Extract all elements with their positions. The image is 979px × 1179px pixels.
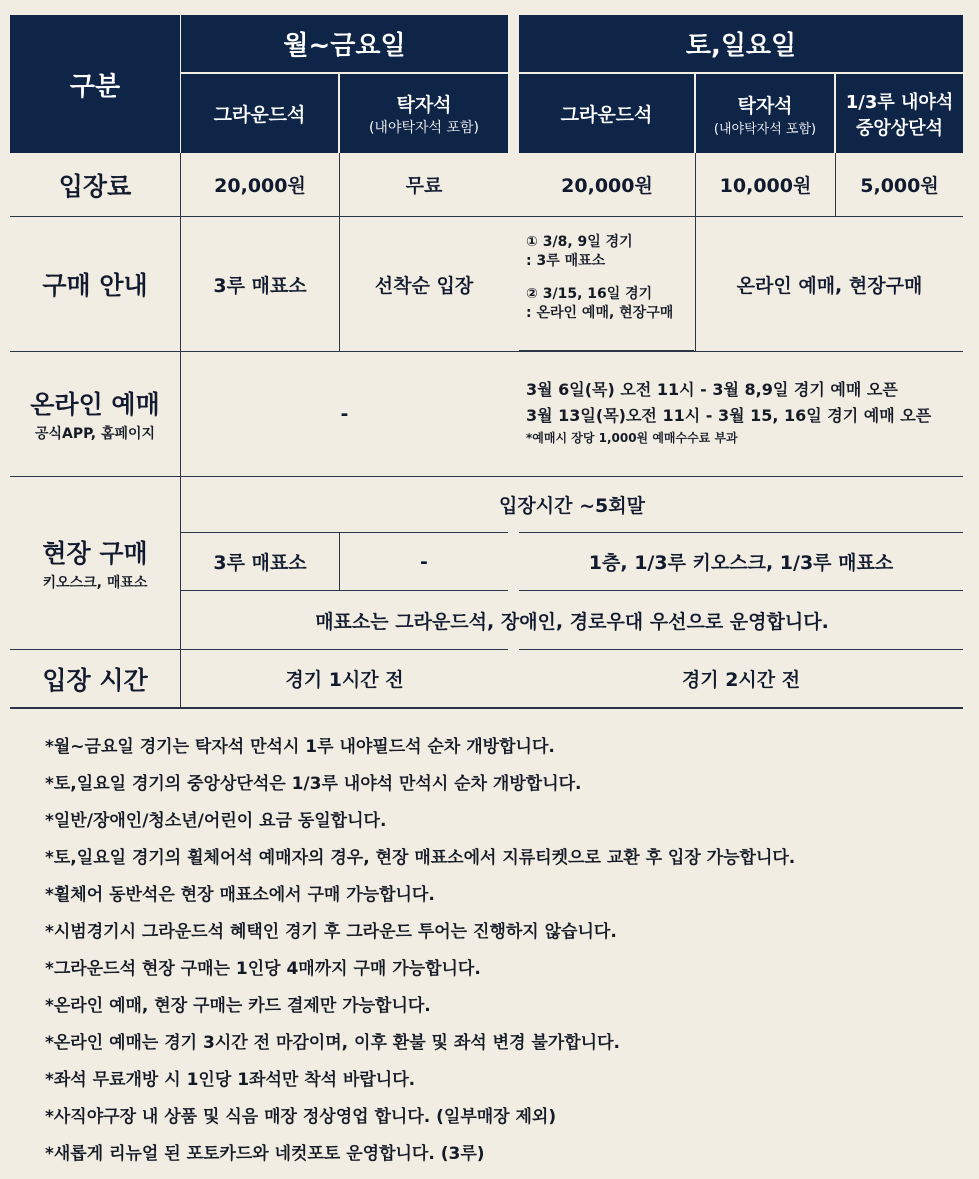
header-ground-seat-weekend (519, 74, 694, 153)
entry-label: 입장 시간 (42, 665, 148, 695)
admission-label: 입장료 (58, 171, 132, 201)
header-weekend-label: 토,일요일 (685, 31, 797, 61)
onsite-priority-value: 매표소는 그라운드석, 장애인, 경로우대 우선으로 운영합니다. (315, 610, 829, 633)
admission-weekend-table-value: 10,000원 (719, 175, 812, 197)
purchase-weekend-ground (526, 233, 694, 323)
purchase-weekday-ground-value: 3루 매표소 (213, 274, 307, 297)
note-item: *새롭게 리뉴얼 된 포토카드와 네컷포토 운영합니다. (3루) (45, 1144, 485, 1164)
admission-weekday-table-value: 무료 (405, 175, 443, 197)
online-weekend (526, 377, 963, 446)
header-category (10, 15, 180, 153)
online-weekday (181, 352, 508, 476)
divider (10, 707, 963, 709)
admission-weekend-center-value: 5,000원 (860, 175, 939, 197)
admission-weekday-ground (181, 153, 339, 216)
header-weekday-label: 월~금요일 (283, 31, 406, 61)
note-item: *월~금요일 경기는 탁자석 만석시 1루 내야필드석 순차 개방합니다. (45, 737, 555, 757)
purchase-weekday-ground (181, 217, 339, 351)
entry-weekend (519, 650, 963, 707)
purchase-weekday-table-value: 선착순 입장 (374, 274, 474, 297)
header-category-label: 구분 (69, 71, 121, 102)
row-label-admission (10, 153, 180, 216)
onsite-entry-time-value: 입장시간 ~5회말 (499, 495, 645, 517)
note-item: *시범경기시 그라운드석 혜택인 경기 후 그라운드 투어는 진행하지 않습니다. (45, 922, 617, 942)
header-ground-seat (181, 74, 338, 153)
note-item: *일반/장애인/청소년/어린이 요금 동일합니다. (45, 811, 387, 831)
purchase-weekend-rest (696, 217, 963, 351)
header-table-seat-weekend-sub: (내야탁자석 포함) (713, 121, 817, 137)
admission-weekend-table (696, 153, 835, 216)
online-note: *예매시 장당 1,000원 예매수수료 부과 (526, 431, 738, 445)
onsite-entry-time (181, 477, 963, 532)
onsite-weekday-ground (181, 533, 339, 590)
onsite-weekday-table-value: - (420, 550, 428, 573)
admission-weekday-table (340, 153, 508, 216)
online-label: 온라인 예매 (30, 390, 160, 419)
header-center-seat-line2: 중앙상단석 (856, 117, 943, 139)
header-table-seat-weekend (696, 74, 834, 153)
admission-weekend-center (836, 153, 963, 216)
row-label-onsite (10, 477, 180, 649)
header-table-seat-weekend-label: 탁자석 (737, 94, 793, 117)
admission-weekend-ground-value: 20,000원 (561, 175, 653, 197)
purchase-weekend-rest-value: 온라인 예매, 현장구매 (736, 274, 923, 297)
header-center-seat-line1: 1/3루 내야석 (845, 91, 954, 113)
onsite-weekday-table (340, 533, 508, 590)
header-table-seat-label: 탁자석 (396, 94, 452, 116)
header-ground-seat-weekend-label: 그라운드석 (560, 104, 653, 126)
note-item: *온라인 예매, 현장 구매는 카드 결제만 가능합니다. (45, 996, 431, 1016)
row-label-online (10, 352, 180, 476)
note-item: *좌석 무료개방 시 1인당 1좌석만 착석 바랍니다. (45, 1070, 416, 1090)
notes-list (45, 735, 795, 1179)
row-label-entry (10, 650, 180, 707)
header-table-seat (340, 74, 508, 153)
onsite-weekend (519, 533, 963, 590)
online-line1: 3월 6일(목) 오전 11시 - 3월 8,9일 경기 예매 오픈 (526, 380, 898, 399)
admission-weekend-ground (519, 153, 695, 216)
header-center-seat (836, 74, 963, 153)
entry-weekend-value: 경기 2시간 전 (681, 669, 801, 691)
onsite-sublabel: 키오스크, 매표소 (42, 575, 148, 591)
note-item: *휠체어 동반석은 현장 매표소에서 구매 가능합니다. (45, 885, 435, 905)
purchase-weekday-table (340, 217, 508, 351)
admission-weekday-ground-value: 20,000원 (214, 175, 306, 197)
online-line2: 3월 13일(목)오전 11시 - 3월 15, 16일 경기 예매 오픈 (526, 406, 932, 425)
onsite-weekend-value: 1층, 1/3루 키오스크, 1/3루 매표소 (588, 552, 894, 574)
header-table-seat-sub: (내야탁자석 포함) (368, 120, 480, 136)
divider (519, 350, 694, 351)
header-ground-seat-label: 그라운드석 (213, 104, 306, 126)
note-item: *토,일요일 경기의 휠체어석 예매자의 경우, 현장 매표소에서 지류티켓으로 교환 후 입장 가능합니다. (45, 848, 796, 868)
onsite-weekday-ground-value: 3루 매표소 (213, 552, 307, 574)
onsite-priority (181, 591, 963, 649)
row-label-purchase (10, 217, 180, 351)
online-weekday-value: - (340, 403, 349, 425)
purchase-weekend-ground-2b: : 온라인 예매, 현장구매 (526, 305, 674, 321)
entry-weekday-value: 경기 1시간 전 (285, 669, 404, 691)
note-item: *사직야구장 내 상품 및 식음 매장 정상영업 합니다. (일부매장 제외) (45, 1107, 557, 1127)
note-item: *토,일요일 경기의 중앙상단석은 1/3루 내야석 만석시 순차 개방합니다. (45, 774, 582, 794)
purchase-label: 구매 안내 (42, 271, 148, 300)
header-weekday (181, 15, 508, 72)
note-item: *온라인 예매는 경기 3시간 전 마감이며, 이후 환불 및 좌석 변경 불가합니다. (45, 1033, 620, 1053)
header-weekend (519, 15, 963, 72)
onsite-label: 현장 구매 (42, 539, 148, 568)
entry-weekday (181, 650, 508, 707)
note-item: *그라운드석 현장 구매는 1인당 4매까지 구매 가능합니다. (45, 959, 481, 979)
purchase-weekend-ground-1b: : 3루 매표소 (526, 253, 606, 269)
online-sublabel: 공식APP, 홈페이지 (34, 426, 156, 442)
purchase-weekend-ground-1a: ① 3/8, 9일 경기 (526, 234, 633, 250)
purchase-weekend-ground-2a: ② 3/15, 16일 경기 (526, 286, 653, 302)
